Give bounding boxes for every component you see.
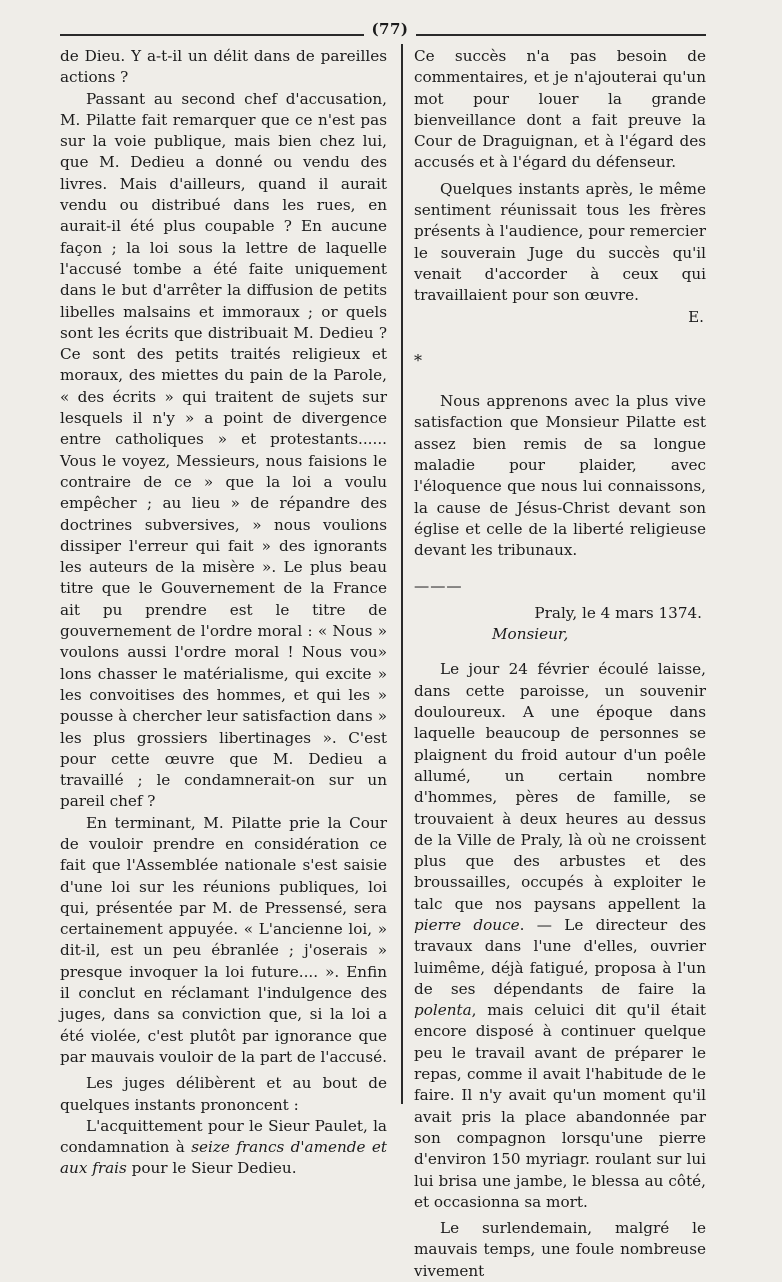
verdict-text: L'acquittement pour le Sieur Paulet, la condamnation à (60, 1116, 387, 1157)
dash-separator: ——— (414, 576, 463, 595)
letter-text: . — Le directeur des travaux dans l'une d'elles, ouvrier luimême, déjà fatigué, proposa à l'un de ses dépendants de faire la (414, 915, 706, 998)
paragraph: Le surlendemain, malgré le mauvais temps, une foule nombreuse vivement (414, 1219, 706, 1280)
page-number: (77) (371, 20, 409, 38)
paragraph: Les juges délibèrent et au bout de quelques instants prononcent : (60, 1074, 387, 1114)
verdict-paragraph (60, 1116, 387, 1180)
signature: E. (688, 307, 704, 326)
paragraph: Ce succès n'a pas besoin de commentaires, et je n'ajouterai qu'un mot pour louer la grande bienveillance dont a fait preuve la Cour de Draguignan, et à l'égard des accusés et à l'égard du défenseur. (414, 47, 706, 172)
verdict-penalty: seize francs d'amende et aux frais (60, 1138, 387, 1178)
column-divider (401, 44, 403, 1104)
paragraph: En terminant, M. Pilatte prie la Cour de vouloir prendre en considération ce fait que l'Assemblée nationale s'est saisie d'une loi sur les réunions publiques, loi qui, présentée par M. de Pressensé, sera certainement appuyée. « L'ancienne loi, » dit-il, est un peu ébranlée ; j'oserais » presque invoquer la loi future.... ». Enfin il conclut en réclamant l'indulgence des juges, dans sa conviction que, si la loi a été violée, c'est plutôt par ignorance que par mauvais vouloir de la part de l'accusé. (60, 813, 387, 1066)
header-rule-left (60, 34, 364, 36)
paragraph: Passant au second chef d'accusation, M. Pilatte fait remarquer que ce n'est pas sur la voie publique, mais bien chez lui, que M. Dedieu a donné ou vendu des livres. Mais d'ailleurs, quand il aurait vendu ou distribué dans les rues, en aurait-il été plus coupable ? En aucune façon ; la loi sous la lettre de laquelle l'accusé tombe a été faite uniquement dans le but d'arrêter la diffusion de petits libelles malsains et immoraux ; or quels sont les écrits que distribuait M. Dedieu ? Ce sont des petits traités religieux et moraux, des miettes du pain de la Parole, « des écrits » qui traitent de sujets sur lesquels il n'y » a point de divergence entre catholiques » et protestants...... Vous le voyez, Messieurs, nous faisions le contraire de ce » que la loi a voulu empêcher ; au lieu » de répandre des doctrines subversives, » nous voulions dissiper l'erreur qui fait » des ignorants les auteurs de la misère ». Le plus beau titre que le Gouvernement de la France ait pu prendre est le titre de gouvernement de l'ordre moral : « Nous » voulons aussi l'ordre moral ! Nous vou» lons chasser le matérialisme, qui excite » les convoitises des hommes, et qui les » pousse à chercher leur satisfaction dans » les plus grossiers libertinages ». C'est pour cette œuvre que M. Dedieu a travaillé ; le condamnerait-on sur un pareil chef ? (60, 89, 387, 811)
salutation: Monsieur, (492, 625, 569, 644)
right-column (414, 46, 706, 1282)
header-rule-right (416, 34, 706, 36)
paragraph: Quelques instants après, le même sentiment réunissait tous les frères présents à l'audience, pour remercier le souverain Juge du succès qu'il venait d'accorder à ceux qui travaillaient pour son œuvre. (414, 179, 706, 305)
italic-term: pierre douce (414, 915, 520, 934)
paragraph: Nous apprenons avec la plus vive satisfaction que Monsieur Pilatte est assez bien remis de sa longue maladie pour plaider, avec l'éloquence que nous lui connaissons, la cause de Jésus-Christ devant son église et celle de la liberté religieuse devant les tribunaux. (414, 392, 706, 560)
dateline: Praly, le 4 mars 1374. (534, 603, 702, 622)
letter-text: Le jour 24 février écoulé laisse, dans cette paroisse, un souvenir douloureux. A une époque dans laquelle beaucoup de personnes se plaignent du froid autour d'un poêle allumé, un certain nombre d'hommes, pères de famille, se trouvaient à deux heures au dessus de la Ville de Praly, là où ne croissent plus que des arbustes et des broussailles, occupés à exploiter le talc que nos paysans appellent la (414, 660, 706, 913)
separator-star: * (414, 350, 422, 370)
verdict-text-end: pour le Sieur Dedieu. (126, 1159, 297, 1178)
paragraph: de Dieu. Y a-t-il un délit dans de pareilles actions ? (60, 47, 387, 87)
letter-text: , mais celuici dit qu'il était encore disposé à continuer quelque peu le travail avant de préparer le repas, comme il avait l'habitude de le faire. Il n'y avait qu'un moment qu'il avait pris la place abandonnée par son compagnon lorsqu'une pierre d'environ 150 myriagr. roulant sur lui lui brisa une jambe, le blessa au côté, et occasionna sa mort. (414, 1001, 706, 1211)
left-column (60, 46, 387, 1180)
italic-term: polenta (414, 1001, 472, 1020)
letter-paragraph (414, 659, 706, 1213)
